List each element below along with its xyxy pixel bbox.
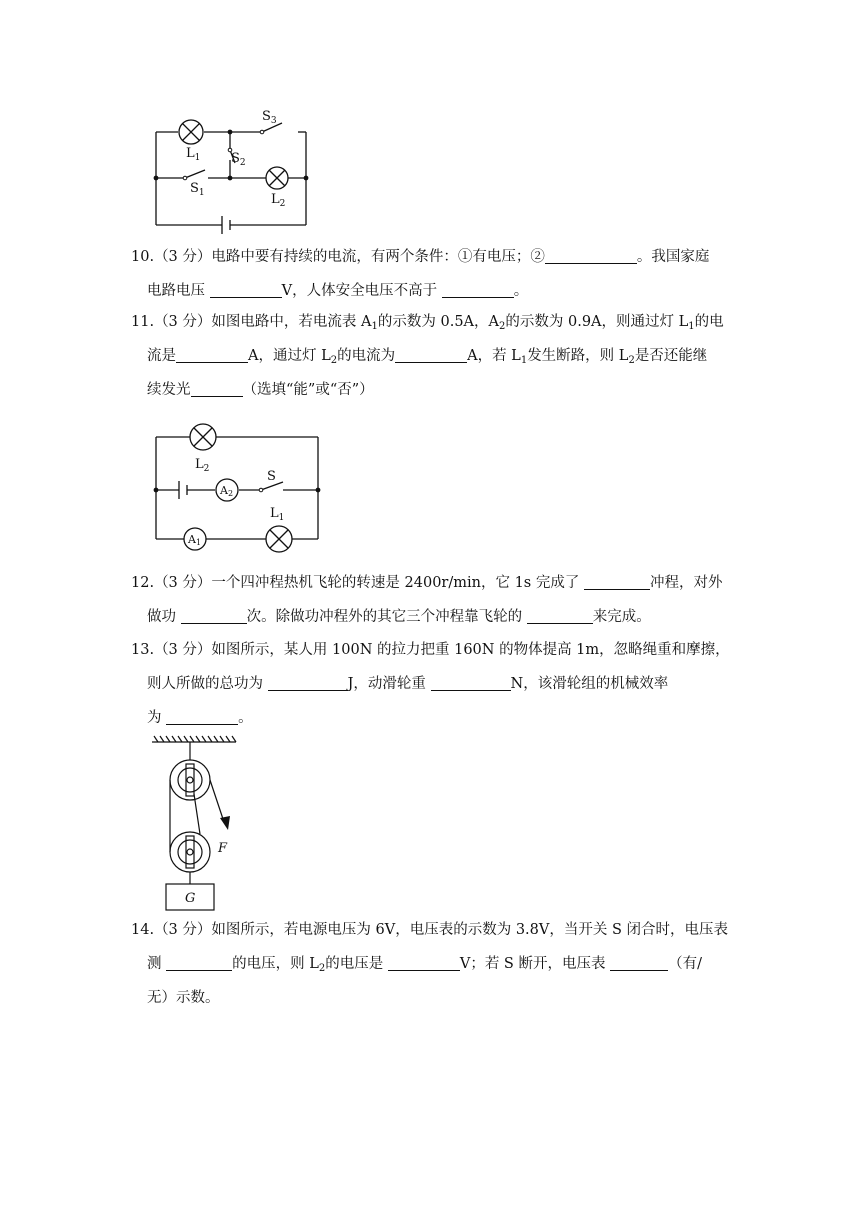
answer-blank-l2-voltage[interactable] bbox=[388, 954, 460, 971]
question-number: 12. bbox=[131, 575, 155, 591]
answer-blank-safe-voltage[interactable] bbox=[442, 281, 514, 298]
question-11 bbox=[131, 305, 731, 407]
ammeter-a2-label: A2 bbox=[220, 484, 234, 498]
question-10-line-2: 电路电压 V，人体安全电压不高于 。 bbox=[147, 283, 529, 299]
question-number: 14. bbox=[131, 922, 155, 938]
question-13-line-3: 为 。 bbox=[147, 710, 253, 726]
question-12-line-1: 12.（3 分）一个四冲程热机飞轮的转速是 2400r/min，它 1s 完成了 冲程，对外 bbox=[131, 575, 723, 591]
answer-blank-condition[interactable] bbox=[545, 247, 637, 264]
question-14-line-1: 14.（3 分）如图所示，若电源电压为 6V，电压表的示数为 3.8V，当开关 S 闭合时，电压表 bbox=[131, 922, 729, 938]
question-13 bbox=[131, 633, 731, 735]
answer-blank-total-work[interactable] bbox=[268, 674, 348, 691]
question-score: （3 分） bbox=[154, 249, 212, 265]
circuit-diagram-q9 bbox=[140, 105, 320, 240]
question-13-line-2: 则人所做的总功为 J，动滑轮重 N，该滑轮组的机械效率 bbox=[147, 676, 669, 692]
ammeter-a1-label: A1 bbox=[188, 533, 202, 547]
question-number: 13. bbox=[131, 642, 155, 658]
question-number: 11. bbox=[131, 314, 155, 330]
pulley-diagram-q13 bbox=[148, 734, 244, 914]
question-14-line-2: 测 的电压，则 $L_2$的电压是 V；若 S 断开，电压表 （有/ bbox=[147, 956, 702, 974]
weight-g-label: G bbox=[185, 891, 196, 906]
question-12-line-2: 做功 次。除做功冲程外的其它三个冲程靠飞轮的 来完成。 bbox=[147, 609, 651, 625]
question-score: （3 分） bbox=[154, 642, 212, 658]
question-13-line-1: 13.（3 分）如图所示，某人用 100N 的拉力把重 160N 的物体提高 1m，忽略绳重和摩擦， bbox=[131, 642, 730, 658]
question-12 bbox=[131, 566, 731, 634]
answer-blank-work-times[interactable] bbox=[181, 607, 247, 624]
answer-blank-reading[interactable] bbox=[610, 954, 668, 971]
answer-blank-household-voltage[interactable] bbox=[210, 281, 282, 298]
answer-blank-strokes[interactable] bbox=[584, 573, 650, 590]
force-f-label: F bbox=[218, 841, 228, 856]
question-10 bbox=[131, 240, 731, 308]
question-11-line-2: 流是 A，通过灯 $L_2$的电流为 A，若 $L_1$发生断路，则 $L_2$是否还能继 bbox=[147, 348, 708, 366]
lamp-l1-label: $L_1$ bbox=[186, 146, 201, 163]
answer-blank-pulley-weight[interactable] bbox=[431, 674, 511, 691]
switch-s1-label: $S_1$ bbox=[190, 181, 205, 198]
switch-s3-label: $S_3$ bbox=[262, 109, 277, 126]
answer-blank-l2-current[interactable] bbox=[395, 346, 467, 363]
switch-s-label: S bbox=[267, 469, 276, 484]
answer-blank-flywheel[interactable] bbox=[527, 607, 593, 624]
question-11-line-3: 续发光 （选填“能”或“否”） bbox=[147, 382, 374, 398]
question-14 bbox=[131, 913, 731, 1015]
lamp-l2-label: $L_2$ bbox=[195, 457, 210, 474]
circled-number-1: ① bbox=[457, 249, 473, 265]
circled-number-2: ② bbox=[530, 249, 545, 265]
answer-blank-efficiency[interactable] bbox=[166, 708, 238, 725]
switch-s2-label: $S_2$ bbox=[231, 151, 246, 168]
question-score: （3 分） bbox=[154, 575, 212, 591]
lamp-l2-label: $L_2$ bbox=[271, 192, 286, 209]
question-14-line-3: 无）示数。 bbox=[147, 990, 220, 1006]
answer-blank-l1-current[interactable] bbox=[176, 346, 248, 363]
answer-blank-measured-part[interactable] bbox=[166, 954, 232, 971]
question-11-line-1: 11.（3 分）如图电路中，若电流表 $A_1$的示数为 0.5A，$A_2$的示数为 0.9A，则通过灯 $L_1$的电 bbox=[131, 314, 724, 332]
question-score: （3 分） bbox=[154, 922, 212, 938]
question-number: 10. bbox=[131, 249, 155, 265]
answer-blank-l2-lights[interactable] bbox=[191, 380, 243, 397]
question-score: （3 分） bbox=[154, 314, 212, 330]
circuit-diagram-q11 bbox=[140, 418, 340, 558]
lamp-l1-label: $L_1$ bbox=[270, 506, 285, 523]
question-10-line-1: 10.（3 分）电路中要有持续的电流，有两个条件：①有电压；② 。我国家庭 bbox=[131, 249, 710, 265]
